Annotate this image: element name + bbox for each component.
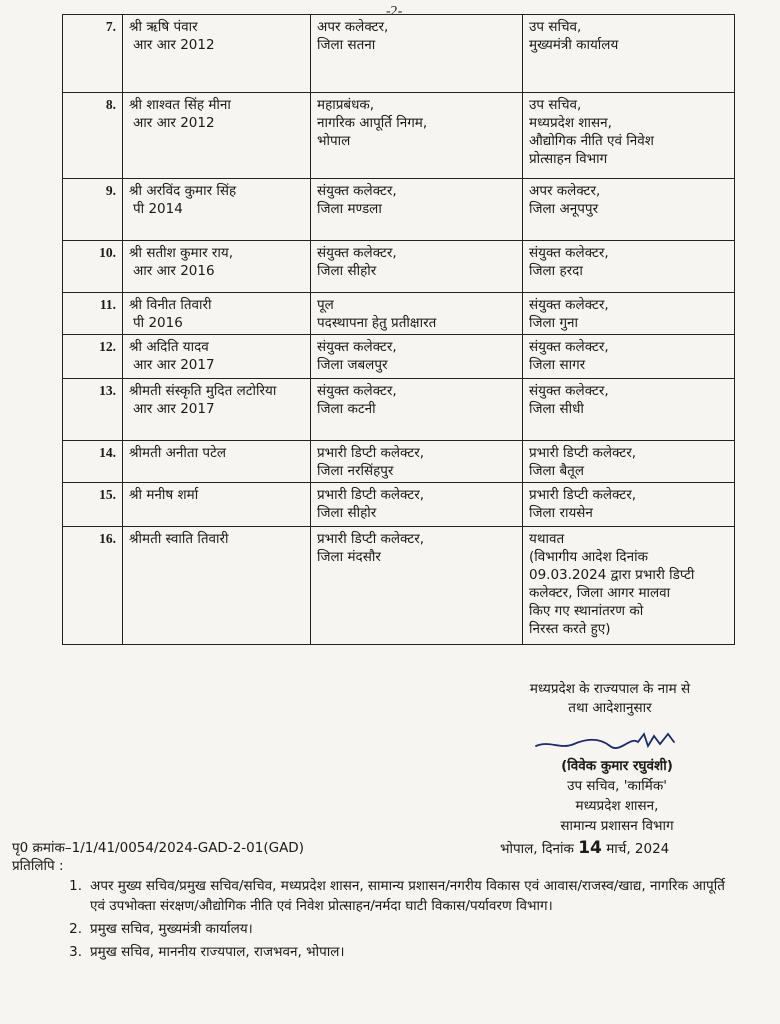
current-post-cell [311,335,523,379]
current-post-line: जिला नरसिंहपुर [317,463,394,479]
current-post-line: अपर कलेक्टर, [317,19,389,35]
current-post-line: संयुक्त कलेक्टर, [317,245,397,261]
officer-cell [123,241,311,293]
officer-cell [123,335,311,379]
table-row [63,441,735,483]
transfer-table [62,14,735,645]
new-post-line: उप सचिव, [529,19,582,35]
current-post-line: प्रभारी डिप्टी कलेक्टर, [317,531,425,547]
list-item-number: 1. [69,878,82,894]
table-row [63,527,735,645]
current-post-cell [311,293,523,335]
new-post-cell [523,335,735,379]
list-item-number: 3. [69,944,82,960]
current-post-line: संयुक्त कलेक्टर, [317,383,397,399]
officer-govt: मध्यप्रदेश शासन, [575,798,659,814]
service-batch: आर आर 2017 [133,401,215,417]
officer-designation: उप सचिव, 'कार्मिक' [567,778,667,794]
new-post-cell [523,293,735,335]
officer-cell [123,483,311,527]
officer-cell [123,93,311,179]
officer-cell [123,441,311,483]
service-batch: आर आर 2017 [133,357,215,373]
new-post-cell [523,179,735,241]
new-post-cell [523,441,735,483]
officer-name-text: श्री अदिति यादव [129,339,209,355]
copy-label: प्रतिलिपि : [12,858,64,874]
current-post-line: प्रभारी डिप्टी कलेक्टर, [317,445,425,461]
current-post-line: पदस्थापना हेतु प्रतीक्षारत [317,315,437,331]
officer-name-text: श्री सतीश कुमार राय, [129,245,234,261]
officer-name: (विवेक कुमार रघुवंशी) [561,758,673,774]
current-post-line: पूल [317,297,334,313]
current-post-line: जिला जबलपुर [317,357,388,373]
current-post-line: जिला सतना [317,37,376,53]
new-post-cell [523,241,735,293]
table-row [63,483,735,527]
officer-name-text: श्री विनीत तिवारी [129,297,212,313]
list-item-number: 2. [69,921,82,937]
current-post-line: संयुक्त कलेक्टर, [317,183,397,199]
current-post-line: भोपाल [317,133,351,149]
officer-cell [123,179,311,241]
new-post-line: (विभागीय आदेश दिनांक [529,549,648,565]
officer-name-text: श्री अरविंद कुमार सिंह [129,183,237,199]
list-item-text: अपर मुख्य सचिव/प्रमुख सचिव/सचिव, मध्यप्रदेश शासन, सामान्य प्रशासन/नगरीय विकास एवं आवास/राजस्व/खाद्य, नागरिक आपूर्ति एवं उपभोक्ता संरक्षण/औद्योगिक नीति एवं निवेश प्रोत्साहन/नर्मदा घाटी विकास/पर्यावरण विभाग। [90,878,725,914]
row-number: 12. [63,335,123,379]
authority-line: मध्यप्रदेश के राज्यपाल के नाम से [529,681,691,697]
new-post-line: संयुक्त कलेक्टर, [529,245,609,261]
reference-number: पृ0 क्रमांक–1/1/41/0054/2024-GAD-2-01(GAD) [12,840,304,856]
current-post-line: संयुक्त कलेक्टर, [317,339,397,355]
current-post-line: जिला सीहोर [317,505,377,521]
new-post-cell [523,379,735,441]
new-post-cell [523,483,735,527]
table-row [63,241,735,293]
current-post-line: महाप्रबंधक, [317,97,375,113]
row-number: 8. [63,93,123,179]
current-post-cell [311,527,523,645]
date-line [500,838,669,858]
new-post-line: किए गए स्थानांतरण को [529,603,644,619]
current-post-line: प्रभारी डिप्टी कलेक्टर, [317,487,425,503]
officer-block [492,756,742,836]
date-prefix: भोपाल, दिनांक [500,841,574,857]
page-number: -2- [386,4,403,19]
new-post-line: कलेक्टर, जिला आगर मालवा [529,585,671,601]
service-batch: आर आर 2016 [133,263,215,279]
new-post-line: उप सचिव, [529,97,582,113]
date-day: 14 [578,838,602,858]
service-batch: आर आर 2012 [133,115,215,131]
current-post-cell [311,441,523,483]
new-post-line: मुख्यमंत्री कार्यालय [529,37,619,53]
row-number: 9. [63,179,123,241]
list-item [12,919,732,939]
new-post-line: संयुक्त कलेक्टर, [529,339,609,355]
current-post-cell [311,241,523,293]
date-suffix: मार्च, 2024 [606,841,670,857]
copy-list [12,876,732,965]
officer-name-text: श्री ऋषि पंवार [129,19,198,35]
list-item [12,876,732,916]
officer-cell [123,527,311,645]
officer-cell [123,15,311,93]
signature [530,728,680,758]
new-post-cell [523,93,735,179]
authority-line: तथा आदेशानुसार [568,700,652,716]
row-number: 15. [63,483,123,527]
table-row [63,335,735,379]
new-post-line: औद्योगिक नीति एवं निवेश [529,133,654,149]
current-post-cell [311,179,523,241]
table-row [63,379,735,441]
officer-cell [123,293,311,335]
officer-name-text: श्रीमती स्वाति तिवारी [129,531,229,547]
current-post-line: जिला मण्डला [317,201,382,217]
new-post-line: जिला हरदा [529,263,583,279]
new-post-line: मध्यप्रदेश शासन, [529,115,612,131]
new-post-line: निरस्त करते हुए) [529,621,611,637]
table-row [63,293,735,335]
new-post-line: जिला बैतूल [529,463,585,479]
table-row [63,179,735,241]
row-number: 10. [63,241,123,293]
row-number: 11. [63,293,123,335]
new-post-cell [523,15,735,93]
table-row [63,15,735,93]
current-post-cell [311,483,523,527]
new-post-line: जिला अनूपपुर [529,201,599,217]
new-post-line: संयुक्त कलेक्टर, [529,297,609,313]
new-post-line: जिला सागर [529,357,586,373]
new-post-line: यथावत [529,531,565,547]
officer-cell [123,379,311,441]
officer-name-text: श्री शाश्वत सिंह मीना [129,97,231,113]
new-post-cell [523,527,735,645]
new-post-line: संयुक्त कलेक्टर, [529,383,609,399]
new-post-line: जिला रायसेन [529,505,593,521]
row-number: 16. [63,527,123,645]
current-post-line: नागरिक आपूर्ति निगम, [317,115,428,131]
service-batch: पी 2016 [133,315,183,331]
row-number: 7. [63,15,123,93]
new-post-line: 09.03.2024 द्वारा प्रभारी डिप्टी [529,567,695,583]
current-post-cell [311,15,523,93]
new-post-line: जिला गुना [529,315,579,331]
current-post-cell [311,93,523,179]
row-number: 14. [63,441,123,483]
officer-dept: सामान्य प्रशासन विभाग [560,818,674,834]
list-item [12,942,732,962]
current-post-cell [311,379,523,441]
officer-name-text: श्रीमती संस्कृति मुदित लटोरिया [129,383,277,399]
authority-block [480,680,740,718]
new-post-line: प्रोत्साहन विभाग [529,151,608,167]
new-post-line: प्रभारी डिप्टी कलेक्टर, [529,445,637,461]
row-number: 13. [63,379,123,441]
officer-name-text: श्री मनीष शर्मा [129,487,199,503]
list-item-text: प्रमुख सचिव, माननीय राज्यपाल, राजभवन, भोपाल। [90,944,345,960]
current-post-line: जिला मंदसौर [317,549,381,565]
new-post-line: अपर कलेक्टर, [529,183,601,199]
current-post-line: जिला कटनी [317,401,376,417]
list-item-text: प्रमुख सचिव, मुख्यमंत्री कार्यालय। [90,921,253,937]
new-post-line: प्रभारी डिप्टी कलेक्टर, [529,487,637,503]
table-row [63,93,735,179]
officer-name-text: श्रीमती अनीता पटेल [129,445,227,461]
service-batch: पी 2014 [133,201,183,217]
service-batch: आर आर 2012 [133,37,215,53]
new-post-line: जिला सीधी [529,401,584,417]
current-post-line: जिला सीहोर [317,263,377,279]
